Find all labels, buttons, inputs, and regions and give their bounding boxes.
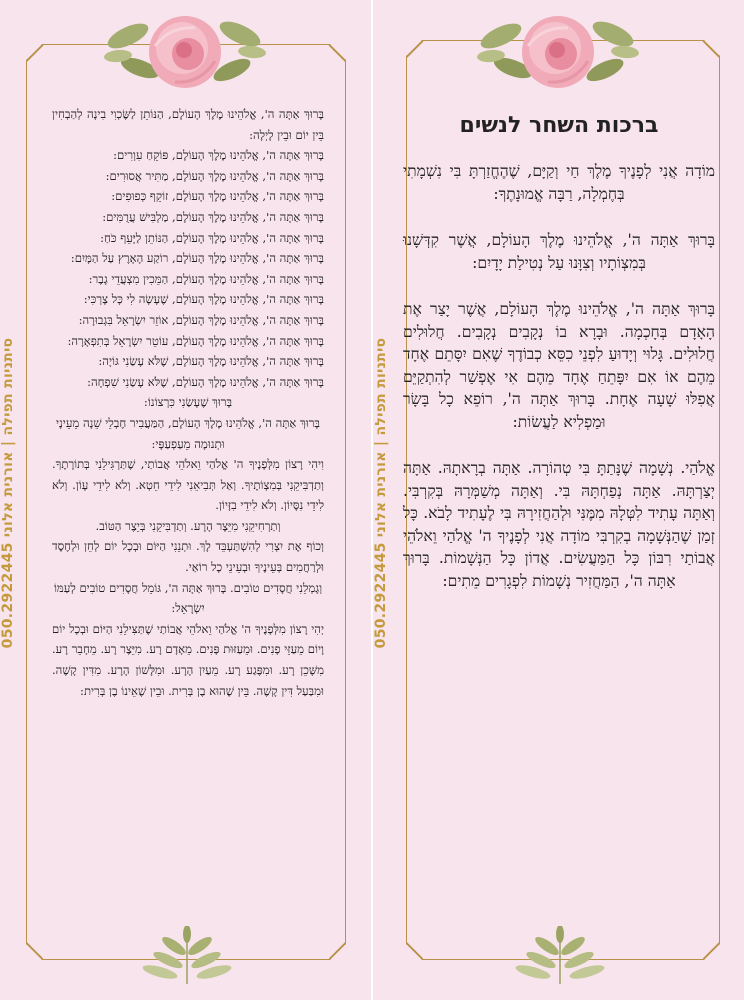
blessing-paragraph: בָּרוּךְ אַתָּה ה', אֱלֹהֵינוּ מֶלֶךְ הָעוֹלָם, אֲשֶׁר יָצַר אֶת הָאָדָם בְּחָכְמָה. וּבָרָא בוֹ נְקָבִים נְקָבִים. חֲלוּלִים חֲלוּלִים. גָּלוּי וְיָדוּעַ לִפְנֵי כִסֵּא כְבוֹדֶךָ שֶׁאִם יִסָּתֵם אֶחָד מֵהֶם אוֹ אִם יִפָּתֵחַ אֶחָד מֵהֶם אִי אֶפְשַׁר לְהִתְקַיֵּם אֲפִלּוּ שָׁעָה אֶחָת. בָּרוּךְ אַתָּה ה', רוֹפֵא כָל בָּשָׂר וּמַפְלִיא לַעֲשׂוֹת: xyxy=(403,300,715,431)
blessing-paragraph: בָּרוּךְ אַתָּה ה', אֱלֹהֵינוּ מֶלֶךְ הָעוֹלָם, הַמַּעֲבִיר חֶבְלֵי שֵׁנָה מֵעֵינָי וּתְנוּמָה מֵעַפְעַפָּי: xyxy=(56,415,320,451)
blessing-paragraph: בָּרוּךְ אַתָּה ה', אֱלֹהֵינוּ מֶלֶךְ הָעוֹלָם, מַלְבִּישׁ עֲרֻמִּים: xyxy=(102,209,324,224)
blessing-paragraph: בָּרוּךְ אַתָּה ה', אֱלֹהֵינוּ מֶלֶךְ הָעוֹלָם, רוֹקַע הָאָרֶץ עַל הַמָּיִם: xyxy=(70,251,324,266)
blessing-paragraph: בָּרוּךְ אַתָּה ה', אֱלֹהֵינוּ מֶלֶךְ הָעוֹלָם, אֲשֶׁר קִדְּשָׁנוּ בְּמִצְוֹתָיו וְצִוָּנוּ עַל נְטִילַת יָדָיִם: xyxy=(403,231,715,272)
leaves-decoration-icon xyxy=(132,926,242,986)
blessing-paragraph: בָּרוּךְ אַתָּה ה', אֱלֹהֵינוּ מֶלֶךְ הָעוֹלָם, שֶׁלֹּא עָשַׂנִי שִׁפְחָה: xyxy=(87,374,324,389)
blessing-paragraph: בָּרוּךְ אַתָּה ה', אֱלֹהֵינוּ מֶלֶךְ הָעוֹלָם, פּוֹקֵחַ עִוְרִים: xyxy=(113,148,324,163)
left-card xyxy=(0,0,370,1000)
rose-flower-icon xyxy=(473,6,643,101)
blessing-paragraph: בָּרוּךְ אַתָּה ה', אֱלֹהֵינוּ מֶלֶךְ הָעוֹלָם, זוֹקֵף כְּפוּפִים: xyxy=(111,189,324,204)
blessing-paragraph: בָּרוּךְ אַתָּה ה', אֱלֹהֵינוּ מֶלֶךְ הָעוֹלָם, אוֹזֵר יִשְׂרָאֵל בִּגְבוּרָה: xyxy=(78,312,324,327)
blessing-paragraph: בָּרוּךְ אַתָּה ה', אֱלֹהֵינוּ מֶלֶךְ הָעוֹלָם, שֶׁלֹּא עָשַׂנִי גּוֹיָה: xyxy=(98,354,324,369)
leaves-decoration-icon xyxy=(505,926,615,986)
blessing-paragraph: בָּרוּךְ אַתָּה ה', אֱלֹהֵינוּ מֶלֶךְ הָעוֹלָם, מַתִּיר אֲסוּרִים: xyxy=(105,168,324,183)
blessing-paragraph: בָּרוּךְ אַתָּה ה', אֱלֹהֵינוּ מֶלֶךְ הָעוֹלָם, שֶׁעָשָׂה לִי כָּל צָרְכִּי: xyxy=(83,292,324,307)
blessing-paragraph: מוֹדָה אֲנִי לְפָנֶיךָ מֶלֶךְ חַי וְקַיָּם, שֶׁהֶחֱזַרְתָּ בִּי נִשְׁמָתִי בְּחֶמְלָה, רַבָּה אֱמוּנָתֶךָ: xyxy=(403,162,715,203)
side-label: סיתניות תפילה | אורנית אלוני 050.2922445 xyxy=(0,337,16,649)
blessing-paragraph: וְתַרְחִיקֵנִי מִיֵּצֶר הָרָע. וְתַדְבִּיקֵנִי בְּיֵצֶר הַטּוֹב. xyxy=(95,518,281,533)
blessing-paragraph: אֱלֹהַי. נְשָׁמָה שֶׁנָּתַתָּ בִּי טְהוֹרָה. אַתָּה בְרָאתָהּ. אַתָּה יְצַרְתָּהּ. אַתָּה נְפַחְתָּהּ בִּי. וְאַתָּה מְשַׁמְּרָהּ בְּקִרְבִּי. וְאַתָּה עָתִיד לִטְּלָהּ מִמֶּנִּי וּלְהַחֲזִירָהּ בִּי לֶעָתִיד לָבֹא. כָּל זְמַן שֶׁהַנְּשָׁמָה בְקִרְבִּי מוֹדָה אֲנִי לְפָנֶיךָ ה' אֱלֹהַי וֵאלֹהֵי אֲבוֹתַי רִבּוֹן כָּל הַמַּעֲשִׂים. אֲדוֹן כָּל הַנְּשָׁמוֹת. בָּרוּךְ אַתָּה ה', הַמַּחֲזִיר נְשָׁמוֹת לִפְגָרִים מֵתִים: xyxy=(403,459,715,590)
blessing-paragraph: בָּרוּךְ אַתָּה ה', אֱלֹהֵינוּ מֶלֶךְ הָעוֹלָם, הַנּוֹתֵן לַיָּעֵף כֹּחַ: xyxy=(100,230,324,245)
blessing-paragraph: בָּרוּךְ אַתָּה ה', אֱלֹהֵינוּ מֶלֶךְ הָעוֹלָם, עוֹטֵר יִשְׂרָאֵל בְּתִפְאָרָה: xyxy=(67,333,324,348)
rose-flower-icon xyxy=(100,6,270,101)
right-card xyxy=(373,0,743,1000)
blessing-paragraph: וִיהִי רָצוֹן מִלְּפָנֶיךָ ה' אֱלֹהַי וֵאלֹהֵי אֲבוֹתַי, שֶׁתַּרְגִּילֵנִי בְּתוֹרָתֶךָ. וְתַדְבִּיקֵנִי בְּמִצְוֹתֶיךָ. וְאַל תְּבִיאֵנִי לִידֵי חֵטְא. וְלֹא לִידֵי עָוֹן. וְלֹא לִידֵי נִסָּיוֹן. וְלֹא לִידֵי בִזָּיוֹן. xyxy=(52,457,324,513)
blessing-paragraph: וְכוֹף אֶת יִצְרִי לְהִשְׁתַּעְבֵּד לָךְ. וּתְנֵנִי הַיּוֹם וּבְכָל יוֹם לְחֵן וּלְחֶסֶד וּלְרַחֲמִים בְּעֵינֶיךָ וּבְעֵינֵי כָל רוֹאַי. xyxy=(52,539,324,575)
blessing-paragraph: בָּרוּךְ אַתָּה ה', אֱלֹהֵינוּ מֶלֶךְ הָעוֹלָם, הַנּוֹתֵן לַשֶּׂכְוִי בִינָה לְהַבְחִין בֵּין יוֹם וּבֵין לָיְלָה: xyxy=(52,107,324,142)
blessing-paragraph: בָּרוּךְ אַתָּה ה', אֱלֹהֵינוּ מֶלֶךְ הָעוֹלָם, הַמֵּכִין מִצְעֲדֵי גָבֶר: xyxy=(88,271,324,286)
blessing-paragraph: וְגָמְלֵנִי חֲסָדִים טוֹבִים. בָּרוּךְ אַתָּה ה', גּוֹמֵל חֲסָדִים טוֹבִים לְעַמּוֹ יִשְׂרָאֵל: xyxy=(53,580,323,616)
prayer-text xyxy=(403,112,715,616)
side-label: סיתניות תפילה | אורנית אלוני 050.2922445 xyxy=(373,337,389,649)
blessing-paragraph: בָּרוּךְ שֶׁעָשַׂנִי כִּרְצוֹנוֹ: xyxy=(143,395,233,410)
prayer-text xyxy=(52,104,324,701)
page-title: ברכות השחר לנשים xyxy=(459,113,659,138)
blessing-paragraph: יְהִי רָצוֹן מִלְּפָנֶיךָ ה' אֱלֹהַי וֵאלֹהֵי אֲבוֹתַי שֶׁתַּצִּילֵנִי הַיּוֹם וּבְכָל יוֹם וָיוֹם מֵעַזֵּי פָנִים. וּמֵעַזּוּת פָּנִים. מֵאָדָם רָע. מִיֵּצֶר רָע. מֵחָבֵר רָע. מִשָּׁכֵן רָע. וּמִפֶּגַע רָע. מֵעַיִן הָרָע. וּמִלָּשׁוֹן הָרָע. מִדִּין קָשֶׁה. וּמִבַּעַל דִּין קָשֶׁה. בֵּין שֶׁהוּא בֶן בְּרִית. וּבֵין שֶׁאֵינוֹ בֶן בְּרִית: xyxy=(52,621,324,698)
